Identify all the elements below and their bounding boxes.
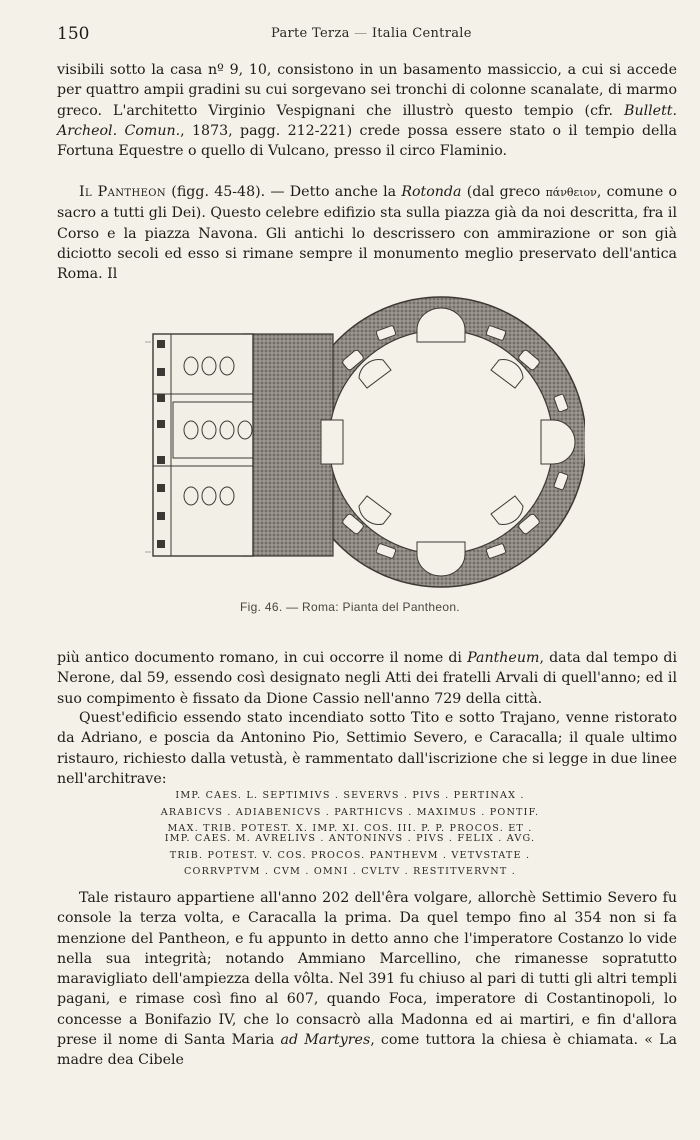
page-number: 150 [57, 24, 90, 44]
paragraph-6-text-a: Tale ristauro appartiene all'anno 202 dell'êra volgare, allorchè Settimio Severo fu console la terza volta, e Caracalla la prima. Da quel tempo fino al 354 non si fa menzione del Pantheon, e fu appunto in detto anno che l'imperatore Costanzo lo vide nella sua integrità; notando Ammiano Marcellino, che rimanesse sopratutto maravigliato dell'ampiezza della vôlta. Nel 391 fu chiuso al pari di tutti gli altri templi pagani, e rimase così fino al 607, quando Foca, imperatore di Costantinopoli, lo concesse a Bonifazio IV, che lo consacrò alla Madonna ed ai martiri, e fin d'allora prese il nome di Santa Maria [57, 890, 677, 1049]
section-title: Parte Terza [271, 26, 350, 41]
rotonda-term: Rotonda [401, 184, 462, 200]
inscription-line: IMP. CAES. M. AVRELIVS . ANTONINVS . PIVS . FELIX . AVG. [164, 833, 536, 844]
paragraph-1-text-a: visibili sotto la casa nº 9, 10, consistono in un basamento massiccio, a cui si accede per quattro ampii gradini su cui sorgevano sei tronchi di colonne scanalate, di marmo greco. L'architetto Virginio Vespignani che illustrò questo tempio (cfr. [57, 62, 677, 119]
bulletin-reference: Bullett. Archeol. Comun. [57, 102, 677, 139]
entrance-passage [321, 420, 343, 464]
section-heading: Il Pantheon [79, 184, 167, 200]
paragraph-2-text-b: (dal greco [461, 184, 546, 200]
paragraph-4: Quest'edificio essendo stato incendiato sotto Tito e sotto Trajano, venne ristorato da Adriano, e poscia da Antonino Pio, Settimio Severo, e Caracalla; il quale ultimo ristauro, richiesto dalla vetustà, è rammentato dall'iscrizione che si legge in due linee nell'architrave: [57, 710, 677, 787]
rotunda-interior [329, 330, 553, 554]
ad-martyres-term: ad Martyres [280, 1032, 371, 1049]
chapter-title: Italia Centrale [371, 26, 472, 41]
inscription-line: MAX. TRIB. POTEST. X. IMP. XI. COS. III. P. P. PROCOS. ET . [167, 823, 533, 834]
paragraph-1 [57, 60, 677, 161]
pantheon-plan-figure [145, 290, 585, 590]
paragraph-pantheon-intro [57, 182, 677, 284]
running-head [271, 26, 472, 41]
page-header [57, 24, 676, 50]
paragraph-3-text-b: , data dal tempo di Nerone, dal 59, essendo così designato negli Atti dei fratelli Arvali di quell'anno; ed il suo compimento è fissato da Dione Cassio nell'anno 729 della città. [57, 650, 677, 707]
inscription-caracalla [0, 833, 700, 883]
header-separator: — [354, 26, 368, 41]
paragraph-1-text-b: , 1873, pagg. 212-221) crede possa essere stato o il tempio della Fortuna Equestre o quello di Vulcano, presso il circo Flaminio. [57, 122, 677, 160]
inscription-line: TRIB. POTEST. V. COS. PROCOS. PANTHEVM . VETVSTATE . [169, 849, 531, 861]
figure-caption: Fig. 46. — Roma: Pianta del Pantheon. [240, 600, 460, 614]
paragraph-6-text-b: , come tuttora la chiesa è chiamata. « La madre dea Cibele [57, 1032, 677, 1069]
portico [153, 334, 253, 556]
pantheum-term: Pantheum [467, 650, 540, 666]
greek-word: πάνθειον [545, 186, 597, 199]
inscription-line: IMP. CAES. L. SEPTIMIVS . SEVERVS . PIVS . PERTINAX . [175, 790, 525, 801]
paragraph-6 [57, 888, 677, 1071]
intermediate-block [243, 334, 333, 556]
paragraph-2-text-a: (figg. 45-48). — Detto anche la [166, 184, 402, 200]
paragraph-3-text-a: più antico documento romano, in cui occorre il nome di [57, 650, 468, 666]
paragraph-2-text-c: , comune o sacro a tutti gli Dei). Questo celebre edifizio sta sulla piazza già da noi descritta, fra il Corso e la piazza Navona. Gli antichi lo descrissero con ammirazione or son già diciotto secoli ed esso si rimane sempre il monumento meglio preservato dell'antica Roma. Il [57, 184, 678, 283]
inscription-line: ARABICVS . ADIABENICVS . PARTHICVS . MAXIMUS . PONTIF. [160, 806, 540, 818]
paragraph-3 [57, 648, 677, 709]
inscription-line: CORRVPTVM . CVM . OMNI . CVLTV . RESTITVERVNT . [183, 866, 516, 877]
